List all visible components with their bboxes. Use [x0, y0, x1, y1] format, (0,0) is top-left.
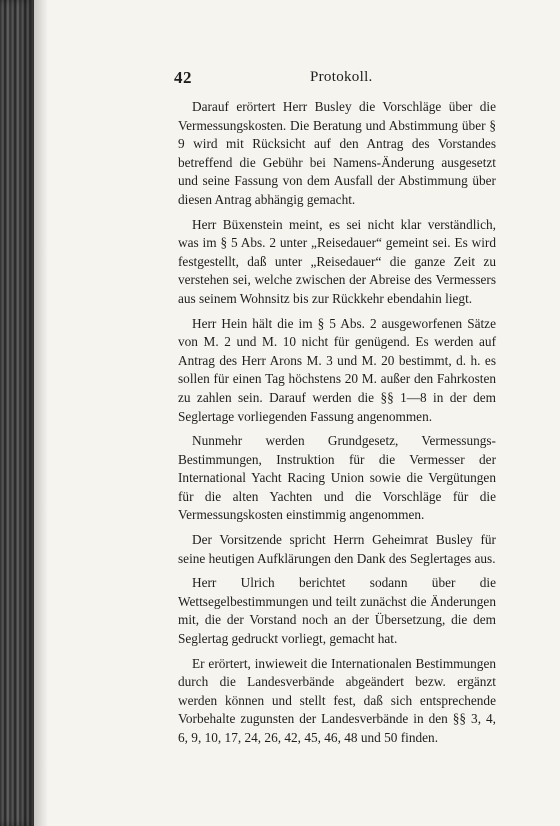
- paragraph: Herr Ulrich berichtet sodann über die Wettsegelbestimmungen und teilt zunächst die Änderungen mit, die der Vorstand noch an der Übersetzung, die dem Seglertag gedruckt vorliegt, gemacht hat.: [178, 575, 496, 647]
- body-text: [178, 98, 496, 754]
- page-header: [174, 68, 514, 92]
- book-spine: [0, 0, 34, 826]
- paragraph: Er erörtert, inwieweit die Internationalen Bestimmungen durch die Landesverbände abgeändert bezw. ergänzt werden können und stellt fest, daß sich entsprechende Vorbehalte zugunsten der Landesverbände in den §§ 3, 4, 6, 9, 10, 17, 24, 26, 42, 45, 46, 48 und 50 finden.: [178, 655, 496, 745]
- running-title: Protokoll.: [310, 69, 373, 85]
- paragraph: Nunmehr werden Grundgesetz, Vermessungs-Bestimmungen, Instruktion für die Vermesser der International Yacht Racing Union sowie die Vergütungen für die alten Yachten und die Vorschläge für die Vermessungskosten einstimmig angenommen.: [178, 433, 496, 523]
- paragraph: Herr Büxenstein meint, es sei nicht klar verständlich, was im § 5 Abs. 2 unter „Reisedauer“ gemeint sei. Es wird festgestellt, daß unter „Reisedauer“ die ganze Zeit zu verstehen sei, welche zwischen der Abreise des Vermessers aus seinem Wohnsitz bis zur Rückkehr ebendahin liegt.: [178, 216, 496, 306]
- paragraph: Darauf erörtert Herr Busley die Vorschläge über die Vermessungskosten. Die Beratung und Abstimmung über § 9 wird mit Rücksicht auf den Antrag des Vorstandes betreffend die Gebühr bei Namens-Änderung ausgesetzt und seine Fassung von dem Ausfall der Abstimmung über diesen Antrag abhängig gemacht.: [178, 99, 496, 207]
- paragraph: Der Vorsitzende spricht Herrn Geheimrat Busley für seine heutigen Aufklärungen den Dank des Seglertages aus.: [178, 532, 496, 566]
- paragraph: Herr Hein hält die im § 5 Abs. 2 ausgeworfenen Sätze von M. 2 und M. 10 nicht für genügend. Es werden auf Antrag des Herr Arons M. 3 und M. 20 bestimmt, d. h. es sollen für einen Tag höchstens 20 M. außer den Fahrkosten zu zahlen sein. Darauf werden die §§ 1—8 in der dem Seglertage vorliegenden Fassung angenommen.: [178, 315, 496, 424]
- page-number: 42: [174, 68, 192, 87]
- gutter-shadow: [34, 0, 48, 826]
